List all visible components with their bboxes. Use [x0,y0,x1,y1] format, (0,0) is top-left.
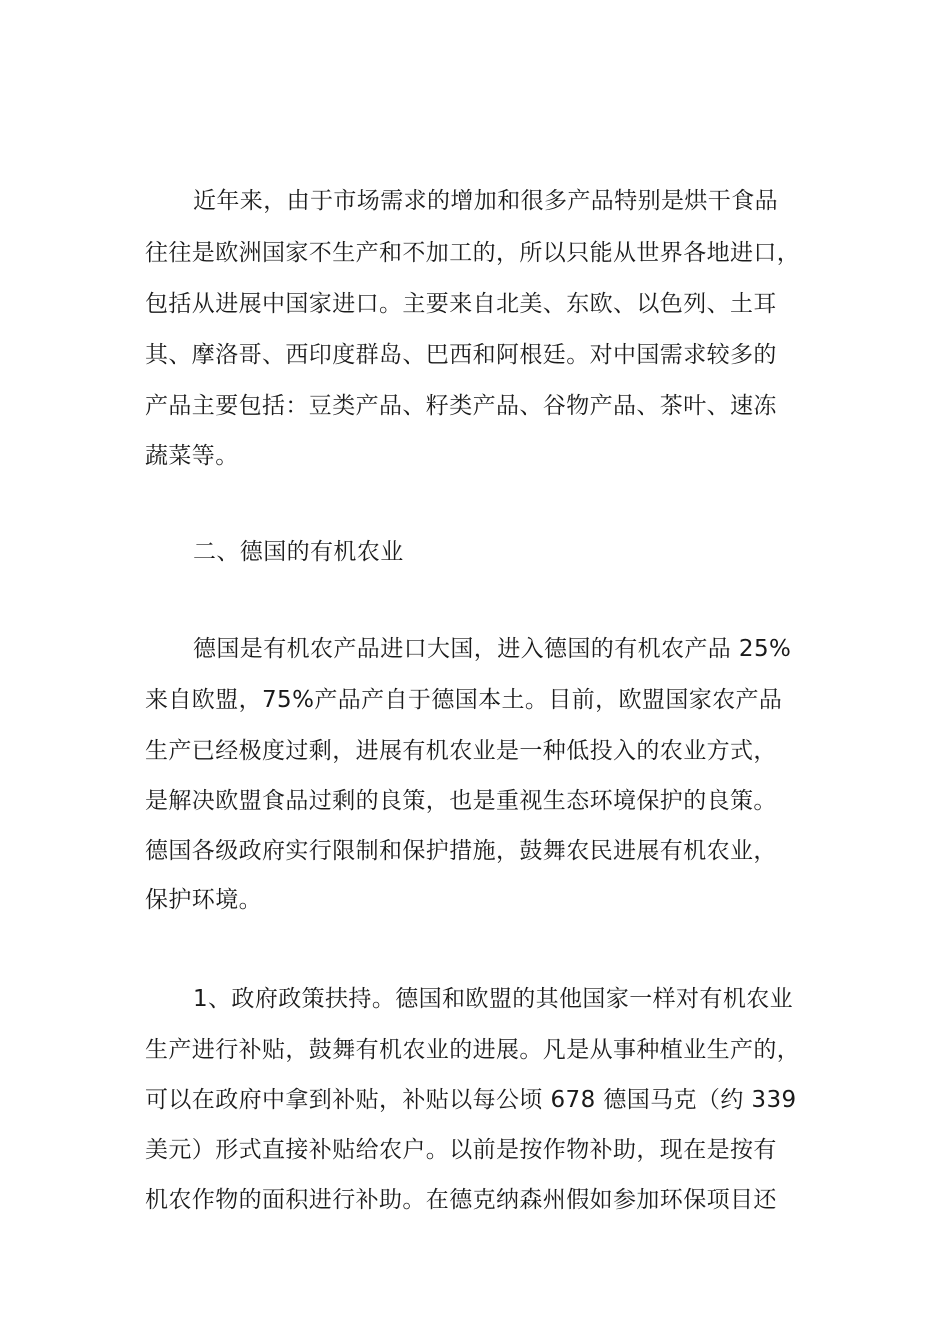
text-line: 机农作物的面积进行补助。在德克纳森州假如参加环保项目还 [145,1187,777,1213]
text-line: 往往是欧洲国家不生产和不加工的，所以只能从世界各地进口， [145,240,801,266]
text-line: 生产进行补贴，鼓舞有机农业的进展。凡是从事种植业生产的， [145,1037,801,1063]
text-line: 1、政府政策扶持。德国和欧盟的其他国家一样对有机农业 [193,986,794,1012]
text-line: 是解决欧盟食品过剩的良策，也是重视生态环境保护的良策。 [145,788,777,814]
text-line: 美元）形式直接补贴给农户。以前是按作物补助，现在是按有 [145,1137,777,1163]
text-line: 产品主要包括：豆类产品、籽类产品、谷物产品、茶叶、速冻 [145,393,777,419]
text-line: 德国各级政府实行限制和保护措施，鼓舞农民进展有机农业， [145,838,777,864]
text-line: 蔬菜等。 [145,443,239,469]
text-line: 保护环境。 [145,887,262,913]
text-line: 可以在政府中拿到补贴，补贴以每公顷 678 德国马克（约 339 [145,1087,797,1113]
text-line: 来自欧盟，75%产品产自于德国本土。目前，欧盟国家农产品 [145,687,783,713]
text-line: 其、摩洛哥、西印度群岛、巴西和阿根廷。对中国需求较多的 [145,342,777,368]
text-line: 德国是有机农产品进口大国，进入德国的有机农产品 25% [193,636,792,662]
text-line: 生产已经极度过剩，进展有机农业是一种低投入的农业方式， [145,738,777,764]
text-line: 包括从进展中国家进口。主要来自北美、东欧、以色列、土耳 [145,291,777,317]
heading-text: 二、德国的有机农业 [193,539,404,565]
text-line: 近年来，由于市场需求的增加和很多产品特别是烘干食品 [193,188,778,214]
